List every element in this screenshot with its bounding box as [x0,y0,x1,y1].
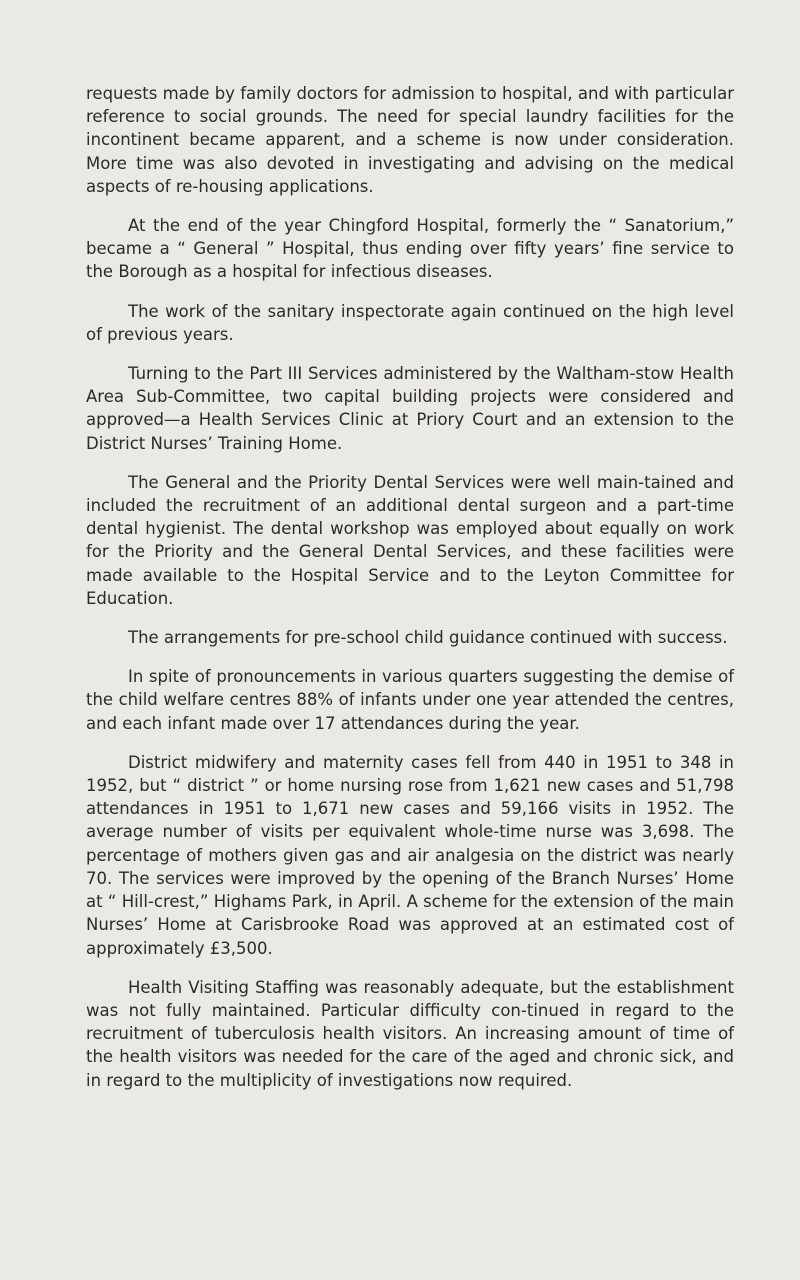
paragraph-part-iii-services: Turning to the Part III Services administered by the Waltham-stow Health Area Sub-Committee, two capital building projects were considered and approved—a Health Services Clinic at Priory Court and an extension to the District Nurses’ Training Home. [86,364,734,453]
paragraph-health-visiting: Health Visiting Staffing was reasonably adequate, but the establishment was not fully maintained. Particular difficulty con-tinued in regard to the recruitment of tuberculosis health visitors. An increasing amount of time of the health visitors was needed for the care of the aged and chronic sick, and in regard to the multiplicity of investigations now required. [86,977,734,1090]
paragraph-child-guidance: The arrangements for pre-school child guidance continued with success. [128,628,728,648]
paragraph-chingford-hospital: At the end of the year Chingford Hospital, formerly the “ Sanatorium,” became a “ General ” Hospital, thus ending over fifty years’ fine service to the Borough as a hospital for infectious diseases. [86,216,734,282]
paragraph-child-welfare: In spite of pronouncements in various quarters suggesting the demise of the child welfare centres 88% of infants under one year attended the centres, and each infant made over 17 attendances during the year. [86,667,734,733]
document-page [86,82,734,1092]
paragraph-district-midwifery: District midwifery and maternity cases fell from 440 in 1951 to 348 in 1952, but “ district ” or home nursing rose from 1,621 new cases and 51,798 attendances in 1951 to 1,671 new cases and 59,166 visits in 1952. The average number of visits per equivalent whole-time nurse was 3,698. The percentage of mothers given gas and air analgesia on the district was nearly 70. The services were improved by the opening of the Branch Nurses’ Home at “ Hill-crest,” Highams Park, in April. A scheme for the extension of the main Nurses’ Home at Carisbrooke Road was approved at an estimated cost of approximately £3,500. [86,752,734,958]
paragraph-dental-services: The General and the Priority Dental Services were well main-tained and included the recruitment of an additional dental surgeon and a part-time dental hygienist. The dental workshop was employed about equally on work for the Priority and the General Dental Services, and these facilities were made available to the Hospital Service and to the Leyton Committee for Education. [86,472,734,608]
paragraph-sanitary-inspectorate: The work of the sanitary inspectorate again continued on the high level of previous years. [86,301,734,344]
paragraph-continuation: requests made by family doctors for admission to hospital, and with particular reference to social grounds. The need for special laundry facilities for the incontinent became apparent, and a scheme is now under consideration. More time was also devoted in investigating and advising on the medical aspects of re-housing applications. [86,84,734,196]
